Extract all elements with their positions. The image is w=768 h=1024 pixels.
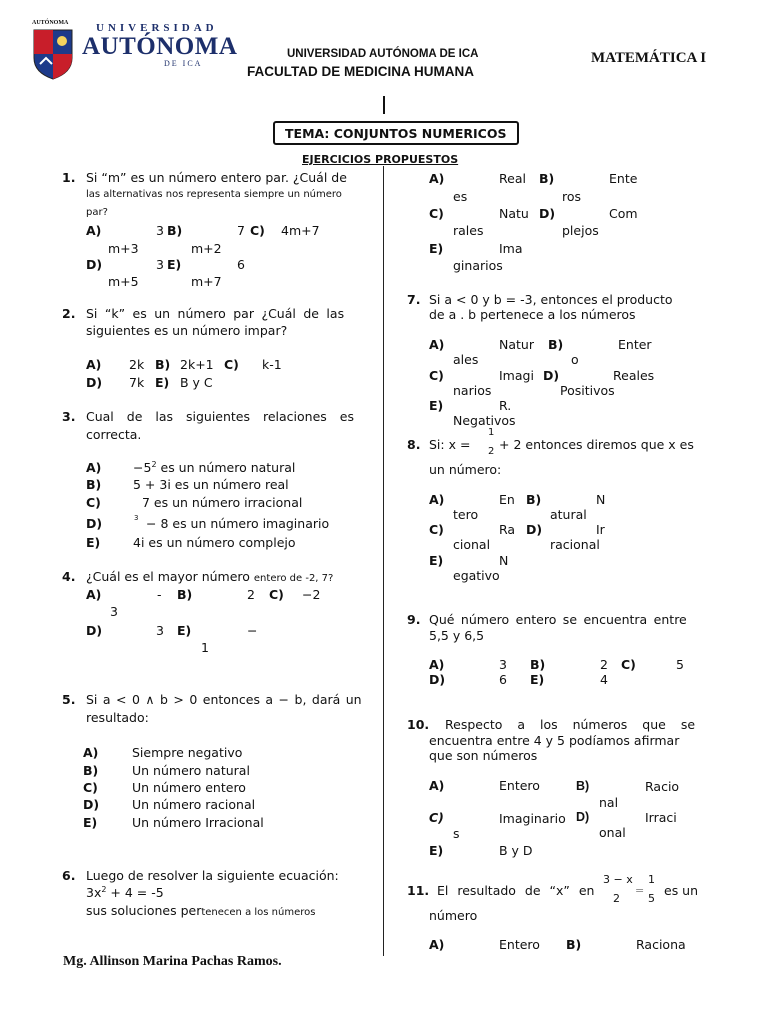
q-number: 10. xyxy=(407,717,430,732)
option-label: E) xyxy=(429,241,444,256)
exercises-subtitle: EJERCICIOS PROPUESTOS xyxy=(302,153,459,166)
q-number: 4. xyxy=(62,569,76,584)
option-value: 3 xyxy=(110,604,118,619)
option-label: C) xyxy=(269,587,284,602)
option-value: racional xyxy=(550,537,600,552)
fraction-numerator: 1 xyxy=(648,873,655,886)
option-value: Un número Irracional xyxy=(132,815,264,830)
course-name: MATEMÁTICA I xyxy=(591,50,707,66)
q-stem: Si “m” es un número entero par. ¿Cuál de xyxy=(86,170,347,185)
option-value: ros xyxy=(562,189,582,204)
author-footer: Mg. Allinson Marina Pachas Ramos. xyxy=(63,954,282,969)
option-value: rales xyxy=(453,223,484,238)
q-number: 3. xyxy=(62,409,76,424)
option-value: 4i es un número complejo xyxy=(133,535,296,550)
q-stem: correcta. xyxy=(86,427,142,442)
option-value: 2k xyxy=(129,357,145,372)
option-value: es xyxy=(453,189,468,204)
option-value: m+5 xyxy=(108,274,139,289)
option-value: Raciona xyxy=(636,937,686,952)
option-value: 6 xyxy=(237,257,245,272)
option-value: Real xyxy=(499,171,526,186)
option-label: B) xyxy=(526,492,542,507)
option-value: Ima xyxy=(499,241,523,256)
option-value: egativo xyxy=(453,568,500,583)
q-stem: Luego de resolver la siguiente ecuación: xyxy=(86,868,339,883)
option-label: B) xyxy=(530,657,546,672)
option-value: Entero xyxy=(499,778,540,793)
q-stem: + 2 entonces diremos que x es xyxy=(499,437,694,452)
university-name: UNIVERSIDAD AUTÓNOMA DE ICA xyxy=(287,48,479,60)
option-value: 4 xyxy=(600,672,608,687)
option-value: 3 xyxy=(156,623,164,638)
option-label: E) xyxy=(429,553,444,568)
q-stem: número xyxy=(429,908,478,923)
logo-small-text: AUTÓNOMA xyxy=(32,20,69,26)
q-stem: Qué número entero se encuentra entre xyxy=(429,612,687,627)
option-value: $-5^2$ es un número natural xyxy=(133,460,296,476)
option-value: Negativos xyxy=(453,413,516,428)
option-value: N xyxy=(499,553,509,568)
q-stem: 5,5 y 6,5 xyxy=(429,628,485,643)
q-number: 5. xyxy=(62,692,76,707)
logo-universidad: UNIVERSIDAD xyxy=(96,22,218,34)
option-value: Un número entero xyxy=(132,780,246,795)
option-value: Imagi xyxy=(499,368,534,383)
option-value: 7 xyxy=(237,223,245,238)
option-value: nal xyxy=(599,795,619,810)
option-label: B) xyxy=(548,337,564,352)
option-value: plejos xyxy=(562,223,599,238)
option-label: A) xyxy=(83,745,99,760)
q-stem: ¿Cuál es el mayor número entero de -2, 7? xyxy=(86,569,334,584)
fraction-denominator: 5 xyxy=(648,892,655,905)
fraction-denominator: 2 xyxy=(613,892,620,905)
option-value: En xyxy=(499,492,515,507)
option-label: B) xyxy=(167,223,183,238)
option-value: Imaginario xyxy=(499,811,566,826)
option-value: tero xyxy=(453,507,479,522)
option-label: E) xyxy=(177,623,192,638)
option-value: Ra xyxy=(499,522,516,537)
option-value: Com xyxy=(609,206,638,221)
q-stem: Si: x = xyxy=(429,437,471,452)
q-stem: Cual de las siguientes relaciones es xyxy=(86,409,354,424)
q-stem: que son números xyxy=(429,748,538,763)
q-stem: resultado: xyxy=(86,710,149,725)
q-stem: un número: xyxy=(429,462,502,477)
q-number: 1. xyxy=(62,170,76,185)
q-stem: sus soluciones pertenecen a los números xyxy=(86,903,316,918)
option-value: Natur xyxy=(499,337,534,352)
option-value: Ente xyxy=(609,171,638,186)
option-label: C) xyxy=(224,357,239,372)
option-value: −2 xyxy=(302,587,321,602)
q-number: 6. xyxy=(62,868,76,883)
option-value: Entero xyxy=(499,937,540,952)
option-label: B) xyxy=(539,171,555,186)
option-value: ginarios xyxy=(453,258,503,273)
option-value: Enter xyxy=(618,337,652,352)
q-stem: es un xyxy=(664,883,699,898)
option-label: D) xyxy=(83,797,100,812)
option-label: B) xyxy=(566,937,582,952)
option-label: D) xyxy=(576,810,590,824)
option-label: E) xyxy=(155,375,170,390)
option-value: 2 xyxy=(247,587,255,602)
option-value: m+7 xyxy=(191,274,222,289)
option-value: − 8 es un número imaginario xyxy=(146,516,330,531)
q-stem: Si a < 0 y b = -3, entonces el producto xyxy=(429,292,673,307)
option-label: D) xyxy=(539,206,556,221)
option-label: E) xyxy=(167,257,182,272)
header-divider xyxy=(383,96,385,114)
option-label: A) xyxy=(86,460,102,475)
q-stem: de a . b pertenece a los números xyxy=(429,307,636,322)
option-label: B) xyxy=(83,763,99,778)
option-label: B) xyxy=(155,357,171,372)
shield-icon xyxy=(32,28,74,80)
option-label: B) xyxy=(576,779,590,793)
option-label: B) xyxy=(86,477,102,492)
option-label: D) xyxy=(429,672,446,687)
option-label: E) xyxy=(86,535,101,550)
option-label: E) xyxy=(83,815,98,830)
option-label: D) xyxy=(526,522,543,537)
option-value: − xyxy=(247,623,258,638)
option-value: o xyxy=(571,352,579,367)
q-stem: las alternativas nos representa siempre un número xyxy=(86,189,342,200)
option-value: 3 xyxy=(499,657,507,672)
option-value: 2 xyxy=(600,657,608,672)
option-label: E) xyxy=(530,672,545,687)
option-label: D) xyxy=(86,257,103,272)
option-label: D) xyxy=(86,623,103,638)
option-value: Un número racional xyxy=(132,797,256,812)
option-value: onal xyxy=(599,825,626,840)
option-value: 2k+1 xyxy=(180,357,214,372)
q-stem: siguientes es un número impar? xyxy=(86,323,288,338)
tema-box xyxy=(273,121,519,145)
option-value: 5 + 3i es un número real xyxy=(133,477,289,492)
option-value: Siempre negativo xyxy=(132,745,243,760)
option-label: A) xyxy=(429,492,445,507)
option-label: D) xyxy=(543,368,560,383)
option-value: m+3 xyxy=(108,241,139,256)
option-label: C) xyxy=(621,657,636,672)
option-label: C) xyxy=(429,522,444,537)
option-value: 3 xyxy=(156,257,164,272)
option-label: C) xyxy=(429,206,444,221)
option-value: narios xyxy=(453,383,492,398)
option-value: - xyxy=(157,587,162,602)
option-value: Irraci xyxy=(645,810,677,825)
option-value: Racio xyxy=(645,779,680,794)
option-value: ales xyxy=(453,352,479,367)
option-value: 3 xyxy=(156,223,164,238)
q-stem: El resultado de “x” en xyxy=(437,883,595,898)
option-label: A) xyxy=(429,337,445,352)
option-label: D) xyxy=(86,516,103,531)
q-number: 11. xyxy=(407,883,430,898)
q-number: 9. xyxy=(407,612,421,627)
option-value: R. xyxy=(499,398,512,413)
option-value: s xyxy=(453,826,460,841)
q-stem: Respecto a los números que se xyxy=(445,717,696,732)
option-value: cional xyxy=(453,537,491,552)
option-value: B y D xyxy=(499,843,533,858)
fraction-denominator: 2 xyxy=(488,446,495,457)
root-index: 3 xyxy=(134,514,139,522)
option-value: k-1 xyxy=(262,357,282,372)
option-label: A) xyxy=(429,778,445,793)
option-label: A) xyxy=(86,587,102,602)
option-value: 7 es un número irracional xyxy=(142,495,303,510)
q-stem: Si “k” es un número par ¿Cuál de las xyxy=(86,306,345,321)
option-value: 4m+7 xyxy=(281,223,320,238)
fraction-numerator: 3 − x xyxy=(603,873,633,886)
option-label: A) xyxy=(429,657,445,672)
equals-sign: = xyxy=(635,884,645,897)
option-value: atural xyxy=(550,507,587,522)
fraction-numerator: 1 xyxy=(488,427,495,438)
q-number: 7. xyxy=(407,292,421,307)
logo-deica: DE ICA xyxy=(164,59,203,68)
column-divider xyxy=(383,166,384,956)
q-stem: Si a < 0 ∧ b > 0 entonces a − b, dará un xyxy=(86,692,362,707)
faculty-name: FACULTAD DE MEDICINA HUMANA xyxy=(247,64,474,79)
option-value: Positivos xyxy=(560,383,615,398)
option-label: E) xyxy=(429,398,444,413)
option-value: Reales xyxy=(613,368,655,383)
option-label: A) xyxy=(429,937,445,952)
option-value: B y C xyxy=(180,375,213,390)
university-logo xyxy=(32,20,238,78)
option-label: A) xyxy=(86,223,102,238)
tema-title: TEMA: CONJUNTOS NUMERICOS xyxy=(285,126,507,141)
option-value: Un número natural xyxy=(132,763,250,778)
option-label: A) xyxy=(429,171,445,186)
option-label: C) xyxy=(429,368,444,383)
q-stem: par? xyxy=(86,207,108,218)
q-stem: encuentra entre 4 y 5 podíamos afirmar xyxy=(429,733,680,748)
q-number: 2. xyxy=(62,306,76,321)
equation: $3x^2 + 4 = -5$ xyxy=(86,885,164,901)
option-value: m+2 xyxy=(191,241,222,256)
option-label: C) xyxy=(429,810,444,825)
option-value: N xyxy=(596,492,606,507)
option-value: 5 xyxy=(676,657,684,672)
option-label: C) xyxy=(250,223,265,238)
option-label: A) xyxy=(86,357,102,372)
option-value: 1 xyxy=(201,640,209,655)
option-value: Ir xyxy=(596,522,605,537)
option-value: 6 xyxy=(499,672,507,687)
option-label: E) xyxy=(429,843,444,858)
option-label: D) xyxy=(86,375,103,390)
logo-autonoma: AUTÓNOMA xyxy=(82,33,238,60)
option-value: 7k xyxy=(129,375,145,390)
option-label: B) xyxy=(177,587,193,602)
option-label: C) xyxy=(86,495,101,510)
option-label: C) xyxy=(83,780,98,795)
option-value: Natu xyxy=(499,206,529,221)
q-number: 8. xyxy=(407,437,421,452)
